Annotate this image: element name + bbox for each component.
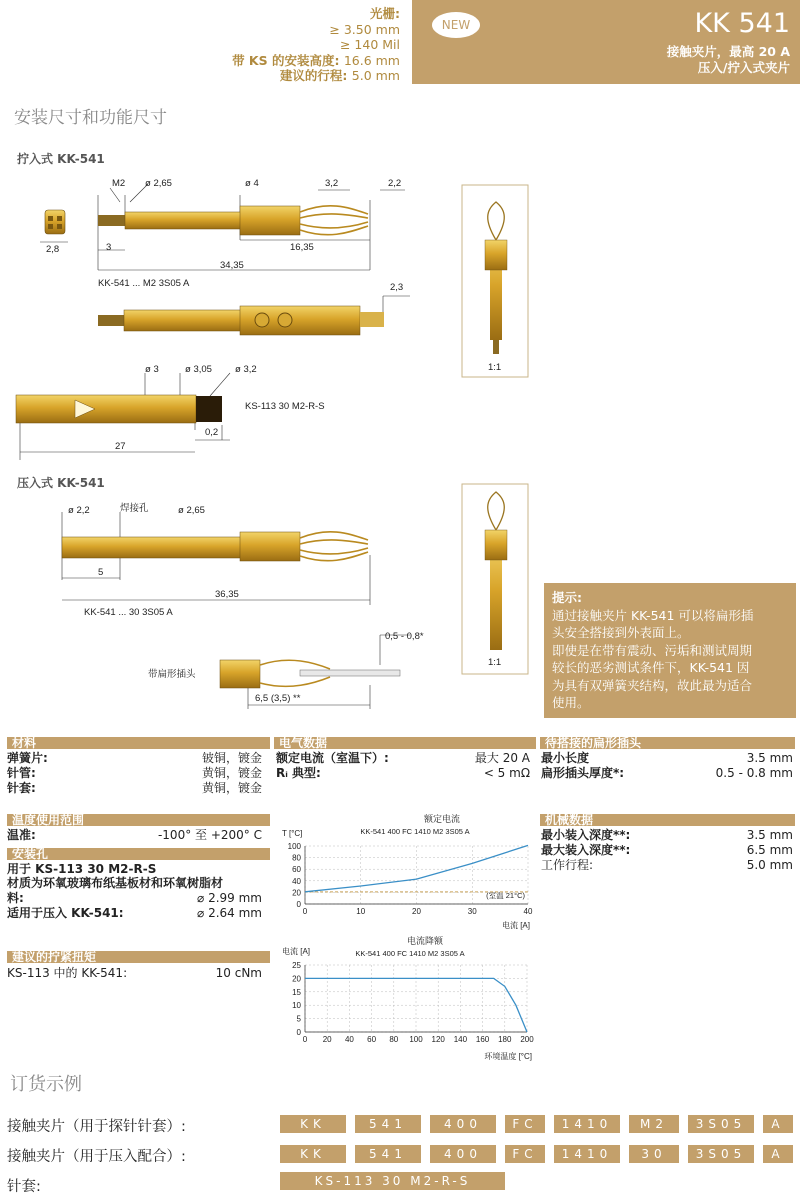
- label-d3435: 34,35: [220, 260, 244, 271]
- order-cell: 400: [430, 1115, 496, 1133]
- label-d0508: 0,5 - 0,8*: [385, 631, 424, 642]
- header-banner: [412, 0, 800, 84]
- chart1-xlabel: 电流 [A]: [501, 921, 530, 930]
- temperature-title: 温度使用范围: [7, 814, 270, 826]
- order-cell: FC: [505, 1115, 545, 1133]
- order-row-label-3: 针套:: [7, 1179, 41, 1195]
- chart2-xtick: 20: [322, 1035, 332, 1044]
- hint-line-5: 为具有双弹簧夹结构，故此最为适合: [552, 677, 753, 693]
- chart2-xtick: 180: [498, 1035, 512, 1044]
- chart1-ylabel: T [°C]: [282, 829, 303, 838]
- order-title: 订货示例: [10, 1074, 82, 1095]
- screw-in-title: 拧入式 KK-541: [17, 152, 105, 166]
- label-phi22: ø 2,2: [68, 505, 90, 516]
- order-cell: FC: [505, 1145, 545, 1163]
- chart1-plot: [288, 842, 533, 916]
- chart2-ytick: 0: [296, 1028, 301, 1037]
- chart1-xtick: 10: [356, 907, 366, 916]
- spec-grid-label: 光栅:: [370, 6, 400, 21]
- chart2-ytick: 20: [292, 974, 301, 984]
- label-phi265b: ø 2,65: [178, 505, 205, 516]
- chart2-xtick: 100: [409, 1035, 423, 1044]
- spec-grid-mm: ≥ 3.50 mm: [329, 21, 400, 37]
- label-part2: KK-541 ... 30 3S05 A: [84, 607, 173, 618]
- chart2-xtick: 140: [453, 1035, 468, 1044]
- chart2-subtitle: KK-541 400 FC 1410 M2 3S05 A: [355, 949, 465, 958]
- hint-box: [544, 583, 796, 718]
- label-d22: 2,2: [388, 178, 402, 189]
- order-cell: A: [763, 1145, 793, 1163]
- label-ks: KS-113 30 M2-R-S: [245, 401, 325, 412]
- chart2-ytick: 5: [296, 1014, 301, 1024]
- chart2-plot: [292, 961, 534, 1044]
- order-cell: A: [763, 1115, 793, 1133]
- label-d65: 6,5 (3,5) **: [255, 693, 301, 704]
- chart1-xtick: 40: [523, 907, 533, 916]
- chart2-xtick: 80: [389, 1035, 399, 1044]
- chart1-ytick: 20: [292, 888, 301, 898]
- label-phi32: ø 3,2: [235, 364, 257, 375]
- order-cell: 1410: [554, 1145, 620, 1163]
- torque-title: 建议的拧紧扭矩: [7, 951, 270, 963]
- order-cell: 541: [355, 1115, 421, 1133]
- label-d265: ø 2,65: [145, 178, 172, 189]
- subtitle-line-1: 接触夹片，最高 20 A: [666, 44, 790, 59]
- header-subtitle: [667, 44, 790, 76]
- hint-line-4: 较长的恶劣测试条件下，KK-541 因: [552, 660, 750, 675]
- scale-label-2: 1:1: [488, 657, 502, 668]
- order-cell: 30: [629, 1145, 679, 1163]
- label-d5: 5: [98, 567, 104, 578]
- chart1-ytick: 60: [292, 865, 301, 875]
- label-phi3: ø 3: [145, 364, 159, 375]
- materials-title: 材料: [7, 737, 270, 749]
- chart2-xtick: 40: [344, 1035, 354, 1044]
- label-flat: 带扁形插头: [148, 669, 196, 680]
- electrical-title: 电气数据: [274, 737, 536, 749]
- hint-line-6: 使用。: [552, 695, 590, 710]
- chart1-ytick: 40: [292, 876, 301, 886]
- label-phi305: ø 3,05: [185, 364, 212, 375]
- hint-line-2: 头安全搭接到外表面上。: [552, 625, 690, 640]
- chart1-subtitle: KK-541 400 FC 1410 M2 3S05 A: [360, 827, 470, 836]
- chart2-ytick: 15: [292, 987, 301, 997]
- hint-line-1: 通过接触夹片 KK-541 可以将扁形插: [552, 607, 754, 623]
- chart2-xtick: 160: [475, 1035, 490, 1044]
- header-specs: [190, 6, 400, 84]
- order-cell: KS-113 30 M2-R-S: [280, 1172, 505, 1190]
- chart1-title: 额定电流: [423, 814, 461, 824]
- label-d4: ø 4: [245, 178, 259, 189]
- label-d1635: 16,35: [290, 242, 314, 253]
- blade-title: 待搭接的扁形插头: [540, 737, 795, 749]
- hint-line-3: 即使是在带有震动、污垢和测试周期: [552, 642, 753, 658]
- label-d23: 2,3: [390, 282, 404, 293]
- order-cell: 3S05: [688, 1115, 754, 1133]
- subtitle-line-2: 压入/拧入式夹片: [697, 60, 790, 75]
- label-part1: KK-541 ... M2 3S05 A: [98, 278, 190, 289]
- hint-title: 提示:: [552, 590, 582, 605]
- model-title: KK 541: [694, 8, 790, 39]
- label-d32: 3,2: [325, 178, 339, 189]
- section-dimensions-title: 安装尺寸和功能尺寸: [14, 108, 167, 128]
- chart1-ytick: 100: [287, 842, 301, 851]
- chart1-xtick: 30: [467, 907, 477, 916]
- order-row-label-1: 接触夹片（用于探针针套）:: [7, 1119, 186, 1135]
- label-d28: 2,8: [46, 244, 60, 255]
- chart1-xtick: 0: [302, 907, 308, 916]
- chart2-ytick: 25: [292, 961, 301, 970]
- current-derating-chart: [280, 932, 540, 1062]
- chart2-xtick: 60: [367, 1035, 377, 1044]
- rated-current-chart: [280, 812, 540, 930]
- flat-plug-drawing: [140, 625, 460, 715]
- order-cell: KK: [280, 1145, 346, 1163]
- chart2-xlabel: 环境温度 [°C]: [484, 1052, 532, 1061]
- chart2-ylabel: 电流 [A]: [282, 947, 311, 956]
- spec-height: 带 KS 的安装高度: 16.6 mm: [232, 52, 400, 68]
- order-cell: 400: [430, 1145, 496, 1163]
- order-cell: 1410: [554, 1115, 620, 1133]
- order-cell: 541: [355, 1145, 421, 1163]
- order-row-label-2: 接触夹片（用于压入配合）:: [7, 1149, 186, 1165]
- label-d02: 0,2: [205, 427, 219, 438]
- press-fit-title: 压入式 KK-541: [17, 476, 105, 490]
- label-d27: 27: [115, 441, 126, 452]
- scale-label-1: 1:1: [488, 362, 502, 373]
- new-badge: NEW: [432, 12, 480, 38]
- label-d3: 3: [106, 242, 112, 253]
- mounting-hole-title: 安装孔: [7, 848, 270, 860]
- chart1-series-line: [305, 845, 528, 891]
- chart1-ref-label: (室温 21°C): [486, 891, 525, 900]
- order-cell: M2: [629, 1115, 679, 1133]
- spec-grid-mil: ≥ 140 Mil: [339, 37, 400, 52]
- chart2-xtick: 120: [431, 1035, 445, 1044]
- chart2-title: 电流降额: [406, 936, 444, 946]
- spec-stroke: 建议的行程: 5.0 mm: [279, 68, 400, 83]
- label-m2: M2: [112, 178, 126, 189]
- chart1-xtick: 20: [412, 907, 421, 916]
- order-cell: 3S05: [688, 1145, 754, 1163]
- label-d3635: 36,35: [215, 589, 239, 600]
- label-solder: 焊接孔: [120, 503, 149, 514]
- order-cell: KK: [280, 1115, 346, 1133]
- chart2-xtick: 200: [520, 1035, 534, 1044]
- mechanical-title: 机械数据: [540, 814, 795, 826]
- chart2-xtick: 0: [302, 1035, 308, 1044]
- chart2-ytick: 10: [292, 1001, 301, 1011]
- chart1-ytick: 80: [292, 853, 301, 863]
- chart1-ytick: 0: [296, 900, 301, 909]
